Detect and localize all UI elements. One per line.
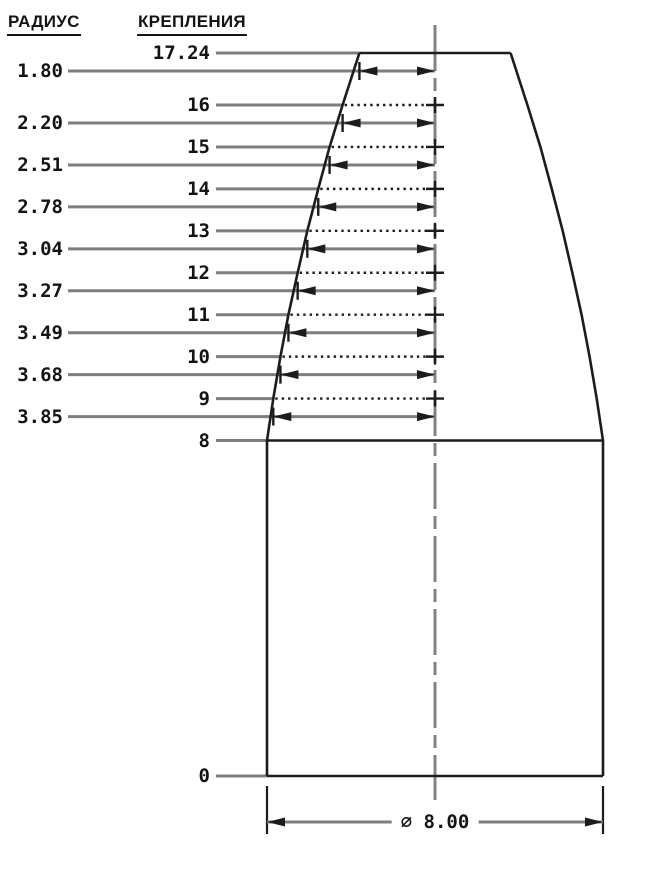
diameter-right-arrowhead — [585, 818, 603, 827]
stations-column-header: КРЕПЛЕНИЯ — [137, 12, 247, 36]
radius-right-arrowhead — [417, 412, 435, 421]
radius-right-arrowhead — [417, 328, 435, 337]
station-value-label: 9 — [198, 387, 210, 410]
radius-right-arrowhead — [417, 286, 435, 295]
radius-value-label: 3.04 — [17, 237, 63, 260]
diameter-left-arrowhead — [267, 818, 285, 827]
station-value-label: 14 — [187, 177, 210, 200]
radius-value-label: 2.78 — [17, 195, 63, 218]
radius-right-arrowhead — [417, 244, 435, 253]
radius-left-arrowhead — [280, 370, 298, 379]
station-value-label: 8 — [198, 429, 210, 452]
radius-right-arrowhead — [417, 119, 435, 128]
radius-column-header: РАДИУС — [7, 12, 81, 36]
radius-value-label: 3.68 — [17, 363, 63, 386]
radius-left-arrowhead — [343, 119, 361, 128]
radius-value-label: 2.20 — [17, 112, 63, 134]
radius-value-label: 3.49 — [17, 321, 63, 344]
radius-right-arrowhead — [417, 67, 435, 76]
radius-left-arrowhead — [298, 286, 316, 295]
station-value-label: 11 — [187, 303, 210, 326]
station-value-label: 17.24 — [152, 42, 210, 64]
radius-left-arrowhead — [330, 160, 348, 169]
diameter-dimension-label: ∅ 8.00 — [392, 811, 479, 833]
radius-right-arrowhead — [417, 370, 435, 379]
radius-left-arrowhead — [273, 412, 291, 421]
radius-left-arrowhead — [359, 67, 377, 76]
radius-value-label: 3.85 — [17, 405, 63, 428]
station-value-label: 15 — [187, 135, 210, 158]
radius-left-arrowhead — [307, 244, 325, 253]
station-value-label: 0 — [198, 765, 210, 787]
station-value-label: 12 — [187, 261, 210, 284]
station-value-label: 16 — [187, 94, 210, 116]
radius-value-label: 1.80 — [17, 60, 63, 82]
radius-left-arrowhead — [288, 328, 306, 337]
station-value-label: 13 — [187, 219, 210, 242]
radius-value-label: 3.27 — [17, 279, 63, 302]
radius-value-label: 2.51 — [17, 153, 63, 176]
radius-right-arrowhead — [417, 202, 435, 211]
station-value-label: 10 — [187, 345, 210, 368]
radius-right-arrowhead — [417, 160, 435, 169]
radius-left-arrowhead — [318, 202, 336, 211]
